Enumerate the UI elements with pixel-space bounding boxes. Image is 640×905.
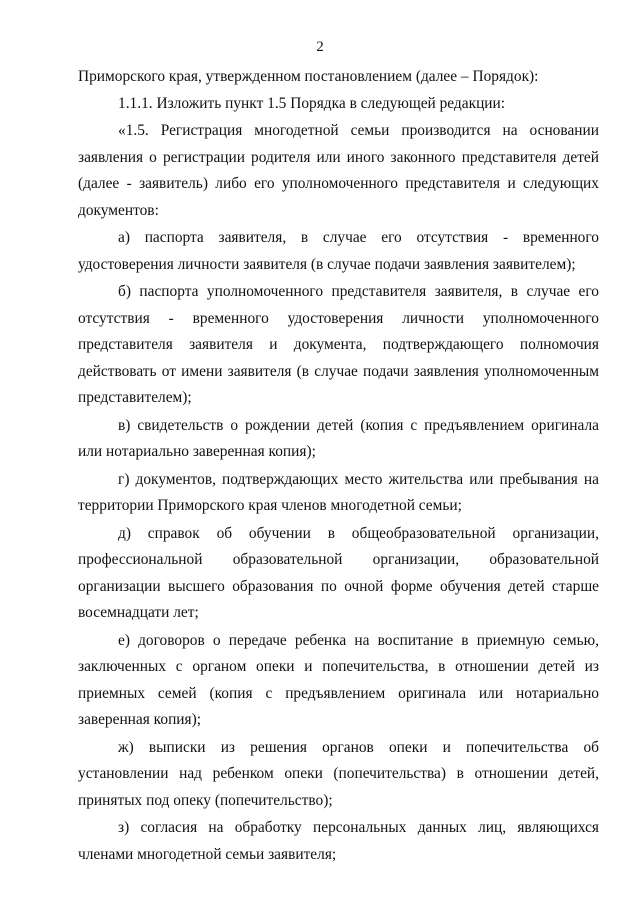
page-number: 2 [316, 39, 324, 55]
paragraph-item-a: а) паспорта заявителя, в случае его отсутствия - временного удостоверения личности заявителя (в случае подачи заявления заявителем); [78, 229, 599, 273]
paragraph-item-b: б) паспорта уполномоченного представителя заявителя, в случае его отсутствия - временного удостоверения личности уполномоченного представителя заявителя и документа, подтверждающего полномочия действовать от имени заявителя (в случае подачи заявления уполномоченным представителем); [78, 283, 599, 406]
paragraph-item-e: е) договоров о передаче ребенка на воспитание в приемную семью, заключенных с органом опеки и попечительства, в отношении детей из приемных семей (копия с предъявлением оригинала или нотариально заверенная копия); [78, 631, 599, 728]
paragraph-item-g: г) документов, подтверждающих место жительства или пребывания на территории Приморского края членов многодетной семьи; [78, 470, 599, 514]
paragraph-item-v: в) свидетельств о рождении детей (копия с предъявлением оригинала или нотариально заверенная копия); [78, 416, 599, 460]
paragraph-intro: Приморского края, утвержденном постановлением (далее – Порядок): [78, 68, 539, 85]
document-body [78, 64, 599, 868]
paragraph-amendment: 1.1.1. Изложить пункт 1.5 Порядка в следующей редакции: [118, 94, 506, 112]
paragraph-item-zh: ж) выписки из решения органов опеки и попечительства об установлении над ребенком опеки (попечительства) в отношении детей, принятых под опеку (попечительство); [78, 738, 599, 809]
paragraph-item-z: з) согласия на обработку персональных данных лиц, являющихся членами многодетной семьи заявителя; [78, 819, 599, 863]
paragraph-clause-1-5: «1.5. Регистрация многодетной семьи производится на основании заявления о регистрации родителя или иного законного представителя детей (далее - заявитель) либо его уполномоченного представителя и следующих документов: [78, 122, 599, 219]
paragraph-item-d: д) справок об обучении в общеобразовательной организации, профессиональной образовательной организации, образовательной организации высшего образования по очной форме обучения детей старше восемнадцати лет; [78, 524, 599, 621]
